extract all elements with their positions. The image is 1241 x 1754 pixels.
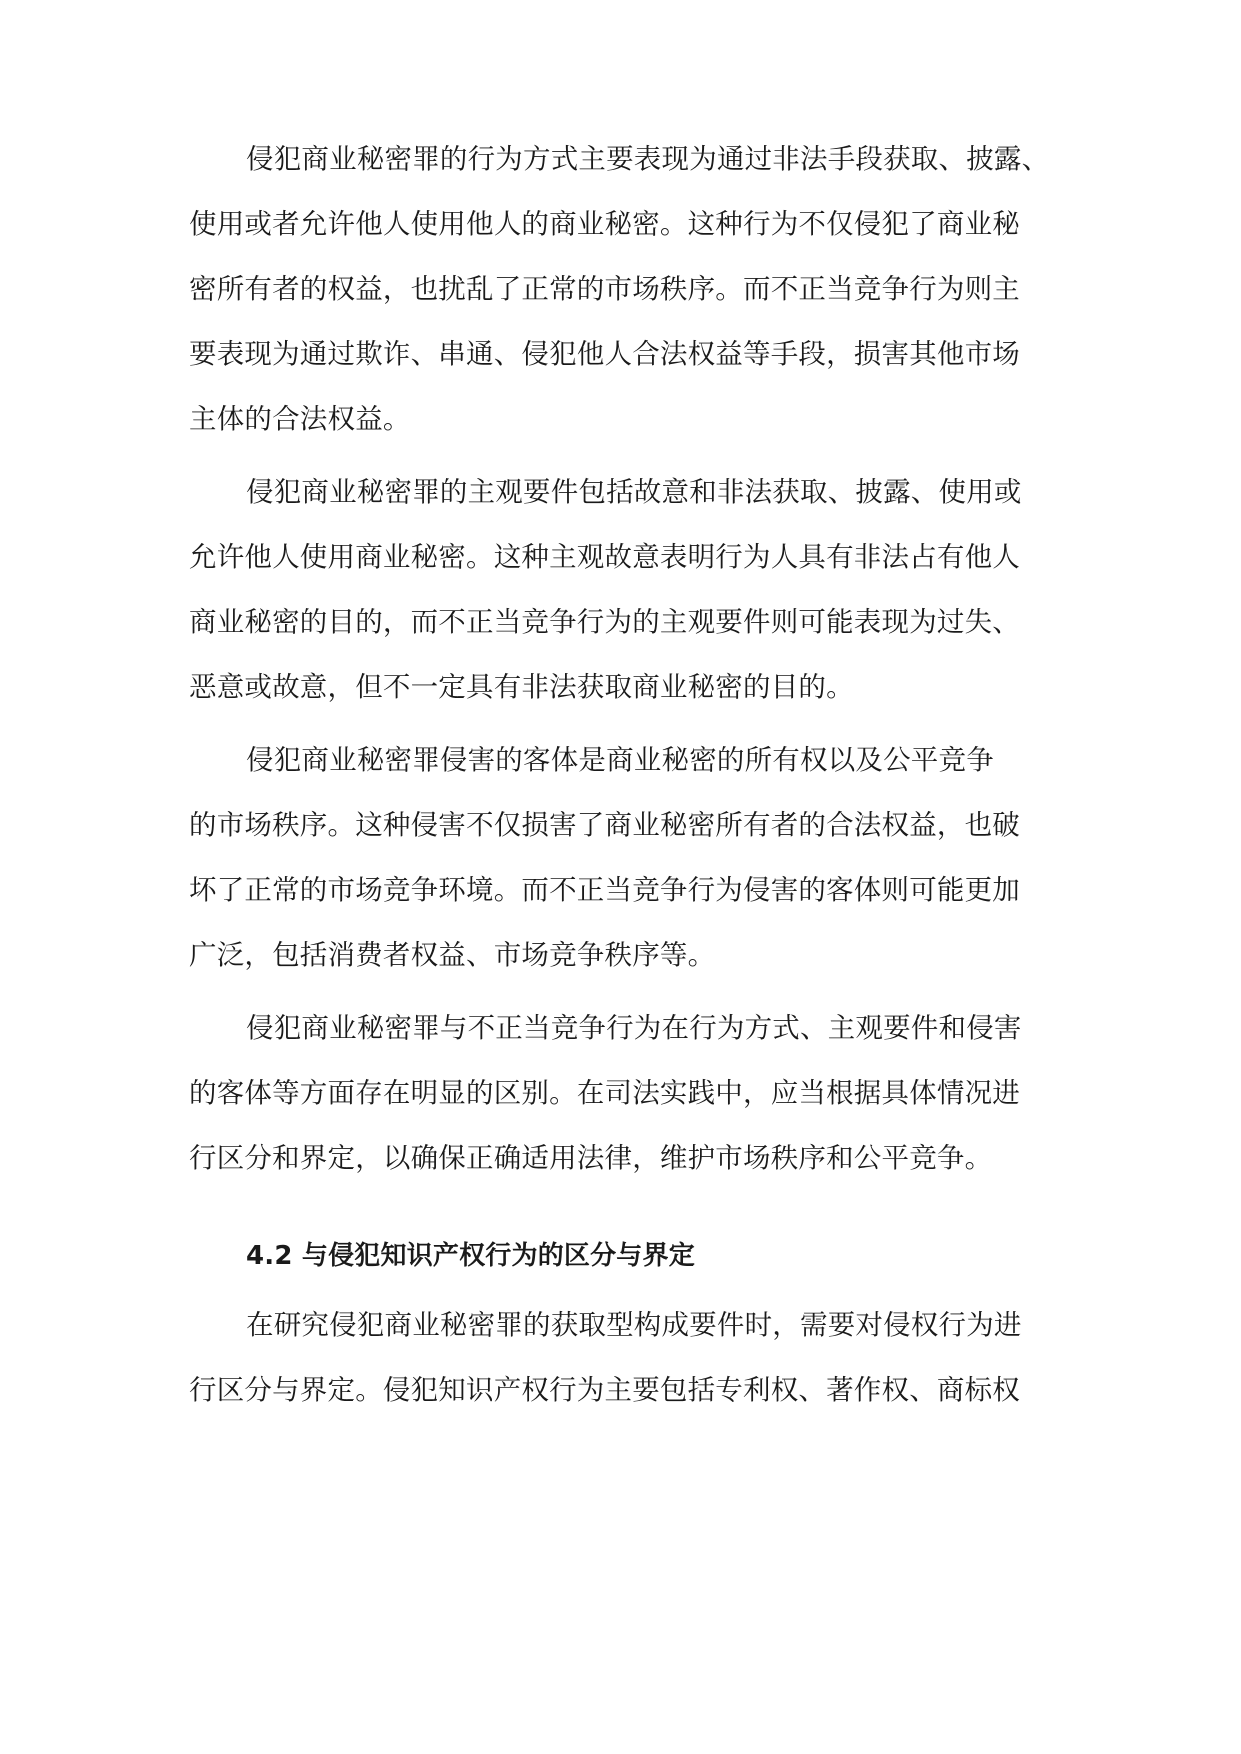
- section-heading: 4.2 与侵犯知识产权行为的区分与界定: [246, 1241, 695, 1271]
- paragraph-1-line-4: 要表现为通过欺诈、串通、侵犯他人合法权益等手段，损害其他市场: [189, 338, 1020, 370]
- paragraph-4-line-2: 的客体等方面存在明显的区别。在司法实践中，应当根据具体情况进: [189, 1077, 1020, 1109]
- paragraph-1-line-3: 密所有者的权益，也扰乱了正常的市场秩序。而不正当竞争行为则主: [189, 273, 1020, 305]
- paragraph-1-line-1: 侵犯商业秘密罪的行为方式主要表现为通过非法手段获取、披露、: [246, 143, 1050, 175]
- paragraph-1-line-5: 主体的合法权益。: [189, 403, 411, 435]
- paragraph-2-line-2: 允许他人使用商业秘密。这种主观故意表明行为人具有非法占有他人: [189, 541, 1020, 573]
- paragraph-3-line-1: 侵犯商业秘密罪侵害的客体是商业秘密的所有权以及公平竞争: [246, 744, 994, 776]
- paragraph-3-line-4: 广泛，包括消费者权益、市场竞争秩序等。: [189, 939, 716, 971]
- paragraph-4-line-1: 侵犯商业秘密罪与不正当竞争行为在行为方式、主观要件和侵害: [246, 1012, 1022, 1044]
- paragraph-5-line-2: 行区分与界定。侵犯知识产权行为主要包括专利权、著作权、商标权: [189, 1374, 1020, 1406]
- paragraph-4-line-3: 行区分和界定，以确保正确适用法律，维护市场秩序和公平竞争。: [189, 1142, 993, 1174]
- paragraph-2-line-4: 恶意或故意，但不一定具有非法获取商业秘密的目的。: [189, 671, 854, 703]
- paragraph-1-line-2: 使用或者允许他人使用他人的商业秘密。这种行为不仅侵犯了商业秘: [189, 208, 1020, 240]
- paragraph-3-line-2: 的市场秩序。这种侵害不仅损害了商业秘密所有者的合法权益，也破: [189, 809, 1020, 841]
- paragraph-5-line-1: 在研究侵犯商业秘密罪的获取型构成要件时，需要对侵权行为进: [246, 1309, 1022, 1341]
- paragraph-2-line-3: 商业秘密的目的，而不正当竞争行为的主观要件则可能表现为过失、: [189, 606, 1020, 638]
- paragraph-2-line-1: 侵犯商业秘密罪的主观要件包括故意和非法获取、披露、使用或: [246, 476, 1022, 508]
- paragraph-3-line-3: 坏了正常的市场竞争环境。而不正当竞争行为侵害的客体则可能更加: [189, 874, 1020, 906]
